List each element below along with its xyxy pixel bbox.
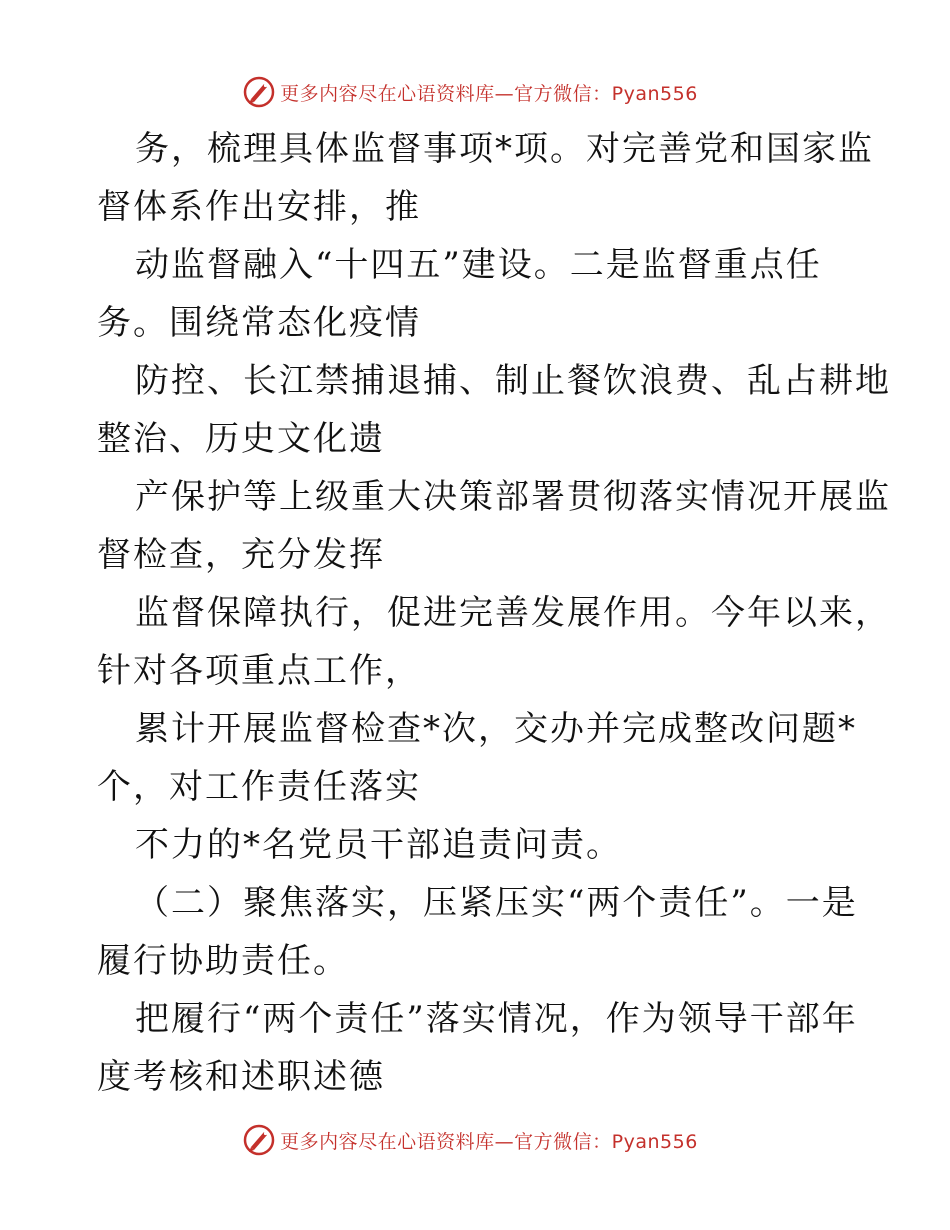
text-line: 度考核和述职述德	[97, 1057, 385, 1097]
text-line: 履行协助责任。	[97, 941, 349, 981]
watermark-text: 更多内容尽在心语资料库—官方微信：Pyan556	[280, 82, 698, 105]
text-line: 累计开展监督检查*次，交办并完成整改问题*	[135, 709, 857, 749]
text-line: 务，梳理具体监督事项*项。对完善党和国家监	[135, 129, 874, 169]
text-line: 把履行“两个责任”落实情况，作为领导干部年	[135, 999, 858, 1039]
text-line: 动监督融入“十四五”建设。二是监督重点任	[135, 245, 822, 285]
text-line: （二）聚焦落实，压紧压实“两个责任”。一是	[135, 883, 858, 923]
text-line: 不力的*名党员干部追责问责。	[135, 825, 622, 865]
text-line: 督检查，充分发挥	[97, 535, 385, 575]
document-body	[97, 120, 891, 1106]
text-line: 产保护等上级重大决策部署贯彻落实情况开展监	[135, 477, 891, 517]
text-line: 督体系作出安排，推	[97, 187, 421, 227]
watermark-text: 更多内容尽在心语资料库—官方微信：Pyan556	[280, 1130, 698, 1153]
text-line: 监督保障执行，促进完善发展作用。今年以来，	[135, 593, 891, 633]
header-watermark	[0, 72, 950, 112]
text-line: 针对各项重点工作，	[97, 651, 421, 691]
text-line: 务。围绕常态化疫情	[97, 303, 421, 343]
text-line: 个，对工作责任落实	[97, 767, 421, 807]
pen-nib-circle-icon	[242, 75, 276, 109]
text-line: 整治、历史文化遗	[97, 419, 385, 459]
text-line: 防控、长江禁捕退捕、制止餐饮浪费、乱占耕地	[135, 361, 891, 401]
pen-nib-circle-icon	[242, 1123, 276, 1157]
footer-watermark	[0, 1120, 950, 1160]
